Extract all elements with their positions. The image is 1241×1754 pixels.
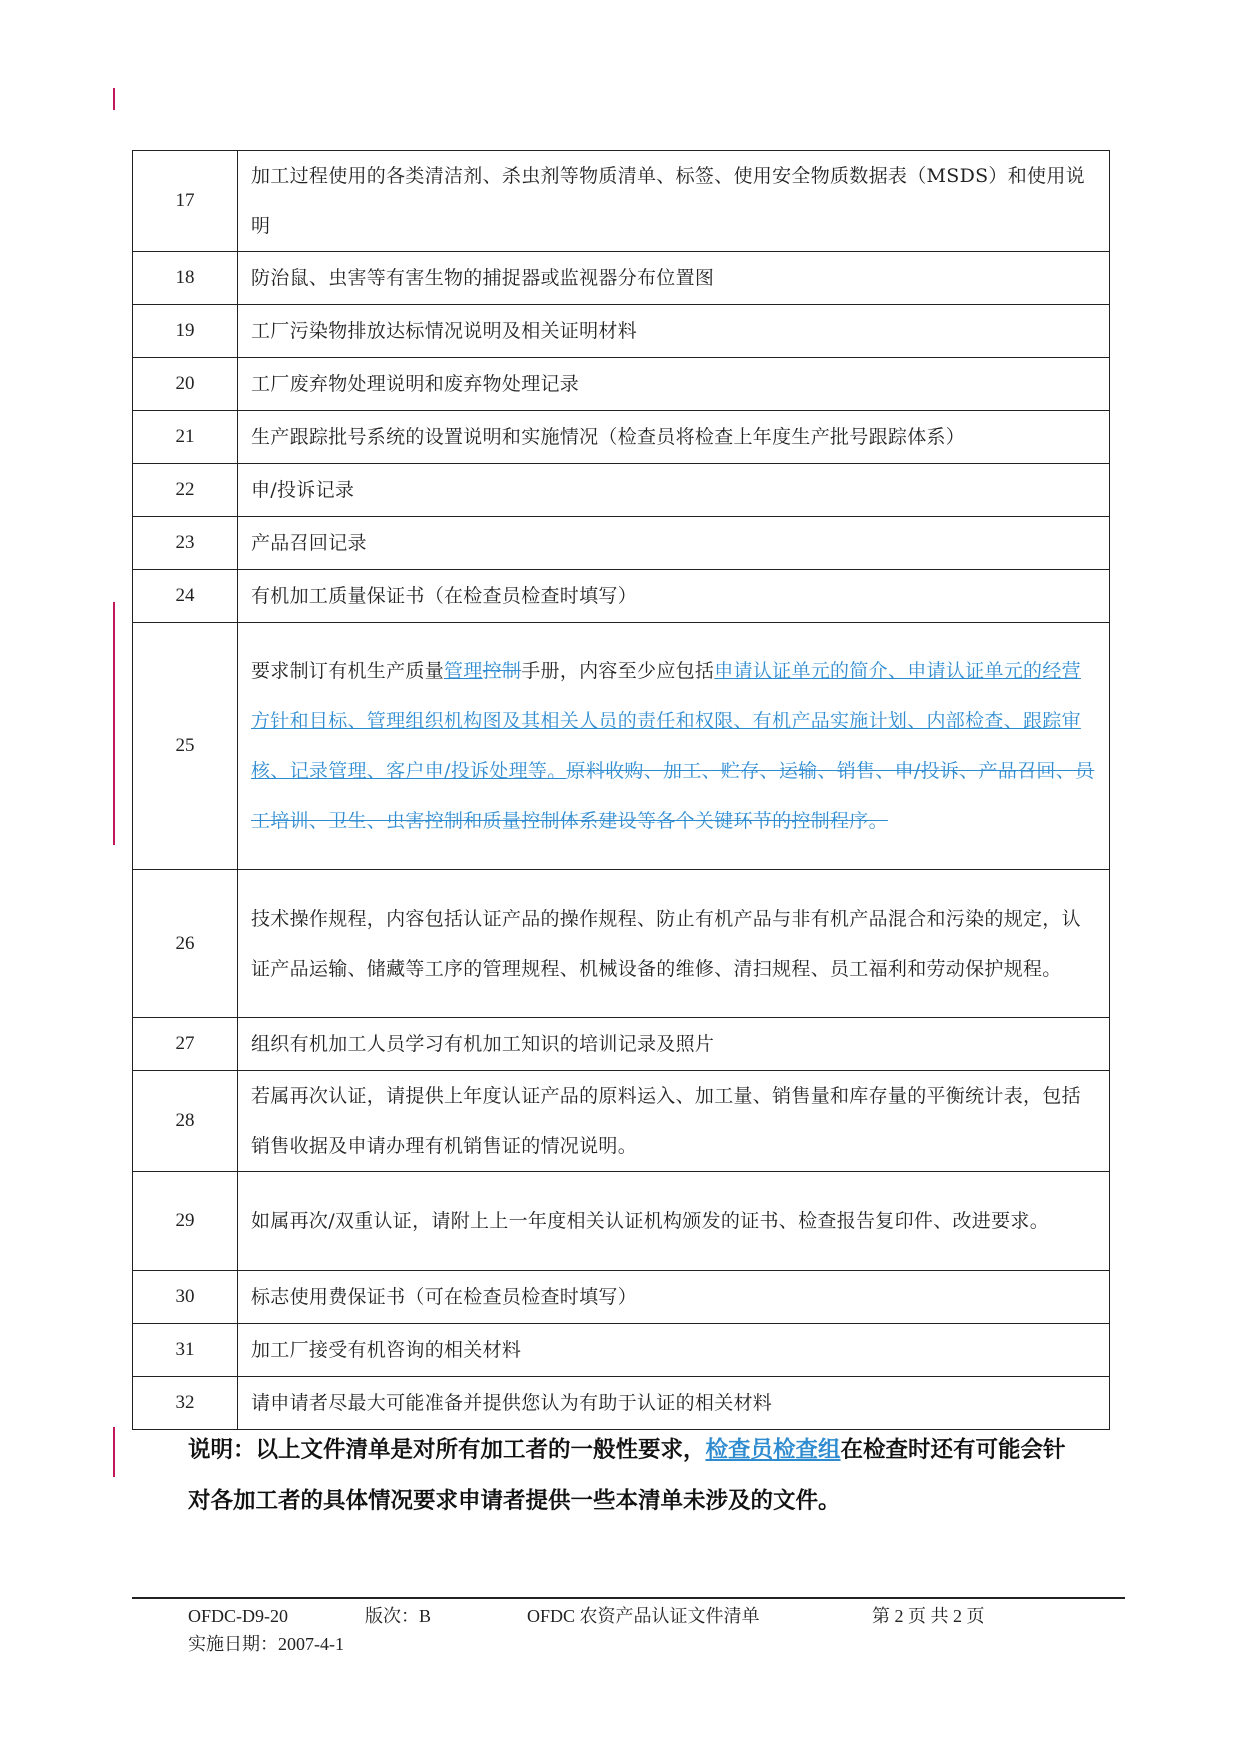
table-row <box>133 570 1110 623</box>
row-number: 30 <box>133 1271 238 1324</box>
table-row <box>133 1018 1110 1071</box>
inserted-text: 检查组 <box>773 1437 841 1463</box>
change-bar-row-25 <box>113 602 115 845</box>
row-text: 请申请者尽最大可能准备并提供您认为有助于认证的相关材料 <box>238 1377 1110 1430</box>
table-row-revised <box>133 623 1110 870</box>
inserted-text: 检查员 <box>705 1437 774 1463</box>
row-text: 生产跟踪批号系统的设置说明和实施情况（检查员将检查上年度生产批号跟踪体系） <box>238 411 1110 464</box>
footer-effective-date: 实施日期：2007-4-1 <box>188 1634 344 1654</box>
table-row <box>133 1172 1110 1271</box>
row-number: 21 <box>133 411 238 464</box>
change-bar-note <box>113 1427 115 1477</box>
table-row <box>133 464 1110 517</box>
row-text: 如属再次/双重认证，请附上上一年度相关认证机构颁发的证书、检查报告复印件、改进要求。 <box>238 1172 1110 1271</box>
deleted-text: 控制 <box>482 660 522 682</box>
table-row <box>133 151 1110 252</box>
footer-version: 版次：B <box>365 1606 432 1626</box>
row-number: 19 <box>133 305 238 358</box>
table-row <box>133 305 1110 358</box>
table-row <box>133 1071 1110 1172</box>
change-bar-top <box>113 88 115 110</box>
row-text: 防治鼠、虫害等有害生物的捕捉器或监视器分布位置图 <box>238 252 1110 305</box>
row-text: 产品召回记录 <box>238 517 1110 570</box>
row-number: 22 <box>133 464 238 517</box>
inserted-text: 管理 <box>444 660 483 682</box>
inserted-text: 申请认证单元的简介、申请认证单元的经营方针和目标、管理组织机构图及其相关人员的责任和权限、有机产品实施计划、内部检查、跟踪审核、记录管理、客户申/投诉处理等。 <box>251 660 1081 782</box>
explanation-note <box>188 1425 1088 1527</box>
row-number: 27 <box>133 1018 238 1071</box>
row-number: 32 <box>133 1377 238 1430</box>
footer-page-number: 第 2 页 共 2 页 <box>872 1606 985 1626</box>
table-row <box>133 358 1110 411</box>
row-number: 24 <box>133 570 238 623</box>
footer-title: OFDC 农资产品认证文件清单 <box>527 1606 760 1626</box>
table-row <box>133 252 1110 305</box>
footer-divider <box>132 1597 1125 1599</box>
row-text: 申/投诉记录 <box>238 464 1110 517</box>
row-text-revised <box>238 623 1110 870</box>
table-row <box>133 1324 1110 1377</box>
table-row <box>133 1271 1110 1324</box>
row-text: 加工厂接受有机咨询的相关材料 <box>238 1324 1110 1377</box>
table-row <box>133 1377 1110 1430</box>
row-number: 26 <box>133 870 238 1018</box>
row-text: 工厂污染物排放达标情况说明及相关证明材料 <box>238 305 1110 358</box>
table-row <box>133 411 1110 464</box>
note-text: 在检查时还有可能会针对各加工者的具体情况要求申请者提供一些本清单未涉及的文件。 <box>188 1437 1066 1514</box>
row-number: 31 <box>133 1324 238 1377</box>
note-text: 说明：以上文件清单是对所有加工者的一般性要求， <box>188 1437 706 1463</box>
table-row <box>133 517 1110 570</box>
row-number: 20 <box>133 358 238 411</box>
row-number: 28 <box>133 1071 238 1172</box>
row-number: 25 <box>133 623 238 870</box>
row-text: 技术操作规程，内容包括认证产品的操作规程、防止有机产品与非有机产品混合和污染的规定，认证产品运输、储藏等工序的管理规程、机械设备的维修、清扫规程、员工福利和劳动保护规程。 <box>238 870 1110 1018</box>
row-text-part: 手册，内容至少应包括 <box>521 660 715 682</box>
row-text: 工厂废弃物处理说明和废弃物处理记录 <box>238 358 1110 411</box>
row-text: 加工过程使用的各类清洁剂、杀虫剂等物质清单、标签、使用安全物质数据表（MSDS）和使用说明 <box>238 151 1110 252</box>
table-row <box>133 870 1110 1018</box>
row-text: 标志使用费保证书（可在检查员检查时填写） <box>238 1271 1110 1324</box>
row-text-part: 要求制订有机生产质量 <box>251 660 445 682</box>
row-text: 若属再次认证，请提供上年度认证产品的原料运入、加工量、销售量和库存量的平衡统计表，包括销售收据及申请办理有机销售证的情况说明。 <box>238 1071 1110 1172</box>
row-text: 有机加工质量保证书（在检查员检查时填写） <box>238 570 1110 623</box>
document-list-table <box>132 150 1110 1430</box>
row-number: 18 <box>133 252 238 305</box>
row-number: 29 <box>133 1172 238 1271</box>
row-text: 组织有机加工人员学习有机加工知识的培训记录及照片 <box>238 1018 1110 1071</box>
row-number: 17 <box>133 151 238 252</box>
deleted-text: 原料收购、加工、贮存、运输、销售、申/投诉、产品召回、员工培训、卫生、虫害控制和质量控制体系建设等各个关键环节的控制程序。 <box>251 760 1095 832</box>
row-number: 23 <box>133 517 238 570</box>
footer-doc-code: OFDC-D9-20 <box>188 1606 289 1626</box>
